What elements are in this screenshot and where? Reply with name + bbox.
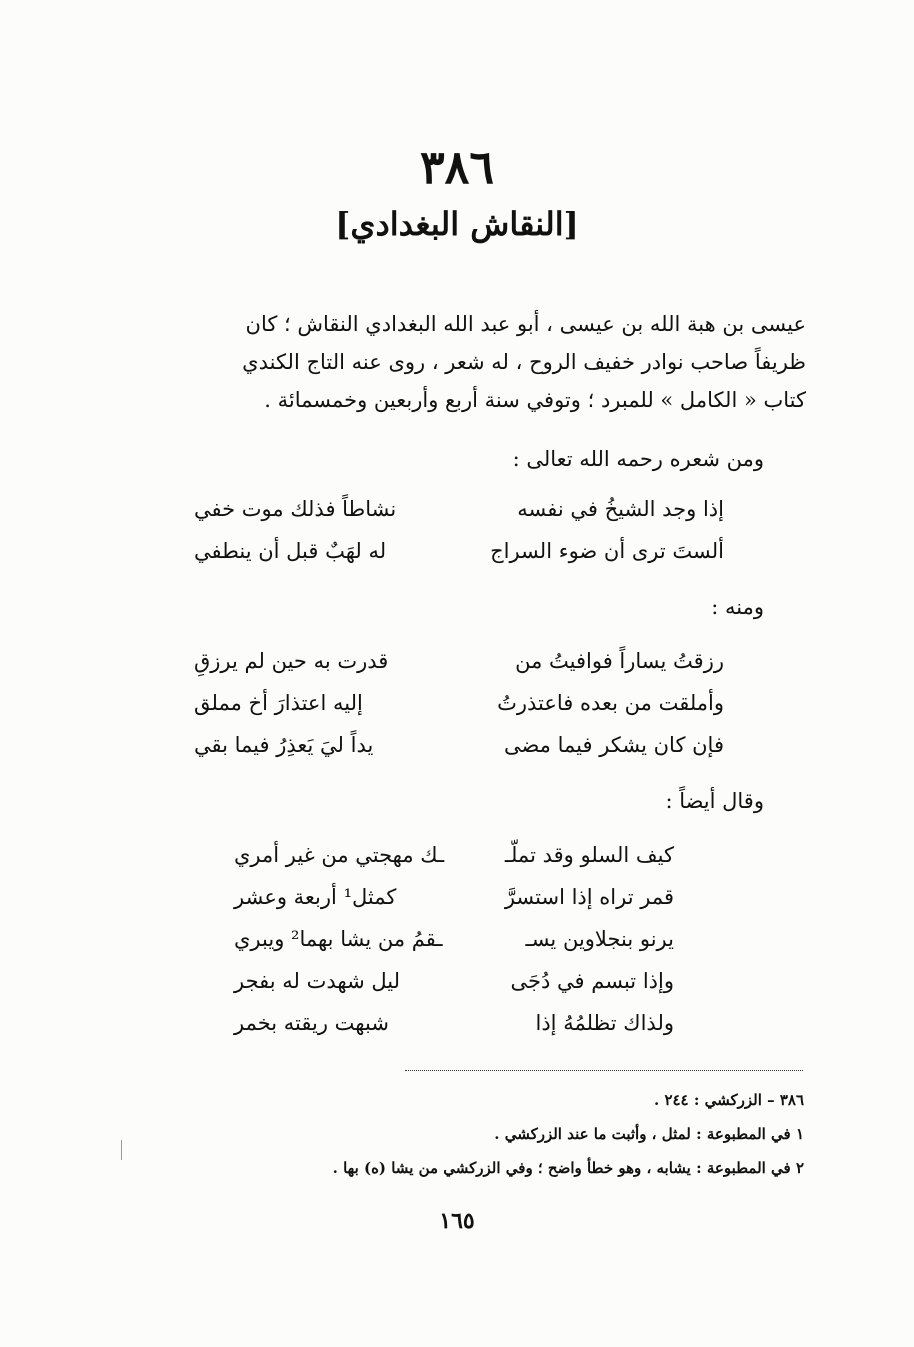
biography-line: ظريفاً صاحب نوادر خفيف الروح ، له شعر ، روى عنه التاج الكندي xyxy=(242,350,806,374)
verse-second-hemistich: نشاطاً فذلك موت خفي xyxy=(194,497,397,521)
verse-second-hemistich: يداً ليَ يَعذِرُ فيما بقي xyxy=(194,733,374,757)
verse-first-hemistich: يرنو بنجلاوين يسـ xyxy=(525,927,674,951)
verse-first-hemistich: ولذاك تظلمُهُ إذا xyxy=(535,1011,674,1035)
biography-line: كتاب « الكامل » للمبرد ؛ وتوفي سنة أربع وأربعين وخمسمائة . xyxy=(264,388,806,412)
verse-first-hemistich: ألستَ ترى أن ضوء السراج xyxy=(490,539,724,563)
entry-number: ٣٨٦ xyxy=(419,140,495,194)
verse xyxy=(234,1002,674,1044)
verse-second-hemistich: ـقمُ من يشا بهما² ويبري xyxy=(234,927,443,951)
verse-second-hemistich: قدرت به حين لم يرزقِ xyxy=(194,649,389,673)
verse xyxy=(194,530,724,572)
poem1 xyxy=(194,488,724,572)
biography-line: عيسى بن هبة الله بن عيسى ، أبو عبد الله البغدادي النقاش ؛ كان xyxy=(245,312,806,336)
footnote-2: ٢ في المطبوعة : يشابه ، وهو خطأ واضح ؛ وفي الزركشي من يشا (ه) بها . xyxy=(332,1159,804,1177)
verse-second-hemistich: ـك مهجتي من غير أمري xyxy=(234,843,445,867)
verse xyxy=(234,834,674,876)
verse-second-hemistich: كمثل¹ أربعة وعشر xyxy=(234,885,397,909)
page-number: ١٦٥ xyxy=(439,1208,475,1234)
poem3-intro: وقال أيضاً : xyxy=(665,789,764,813)
verse xyxy=(194,682,724,724)
verse-first-hemistich: قمر تراه إذا استسرَّ xyxy=(504,885,674,909)
margin-mark xyxy=(121,1140,122,1160)
verse-second-hemistich: إليه اعتذارَ أخ مملق xyxy=(194,691,363,715)
footnote-1: ١ في المطبوعة : لمثل ، وأثبت ما عند الزركشي . xyxy=(494,1125,804,1143)
verse-first-hemistich: وأملقت من بعده فاعتذرتُ xyxy=(497,691,724,715)
verse-second-hemistich: ليل شهدت له بفجر xyxy=(234,969,401,993)
verse xyxy=(194,488,724,530)
entry-title: [النقاش البغدادي] xyxy=(335,205,579,243)
footnote-divider xyxy=(405,1070,803,1071)
verse xyxy=(234,918,674,960)
poem3 xyxy=(234,834,674,1044)
verse-second-hemistich: شبهت ريقته بخمر xyxy=(234,1011,389,1035)
verse-first-hemistich: فإن كان يشكر فيما مضى xyxy=(503,733,724,757)
verse-first-hemistich: إذا وجد الشيخُ في نفسه xyxy=(517,497,724,521)
verse xyxy=(234,960,674,1002)
footnotes xyxy=(104,1083,804,1185)
biography xyxy=(106,305,806,419)
verse-second-hemistich: له لهَبٌ قبل أن ينطفي xyxy=(194,539,387,563)
verse xyxy=(234,876,674,918)
verse-first-hemistich: كيف السلو وقد تملّـ xyxy=(504,843,674,867)
poem1-intro: ومن شعره رحمه الله تعالى : xyxy=(512,447,764,471)
verse-first-hemistich: وإذا تبسم في دُجَى xyxy=(510,969,674,993)
verse xyxy=(194,724,724,766)
footnote-source: ٣٨٦ – الزركشي : ٢٤٤ . xyxy=(653,1091,804,1109)
verse xyxy=(194,640,724,682)
poem2 xyxy=(194,640,724,766)
verse-first-hemistich: رزقتُ يساراً فوافيتُ من xyxy=(515,649,724,673)
poem2-intro: ومنه : xyxy=(711,595,764,619)
